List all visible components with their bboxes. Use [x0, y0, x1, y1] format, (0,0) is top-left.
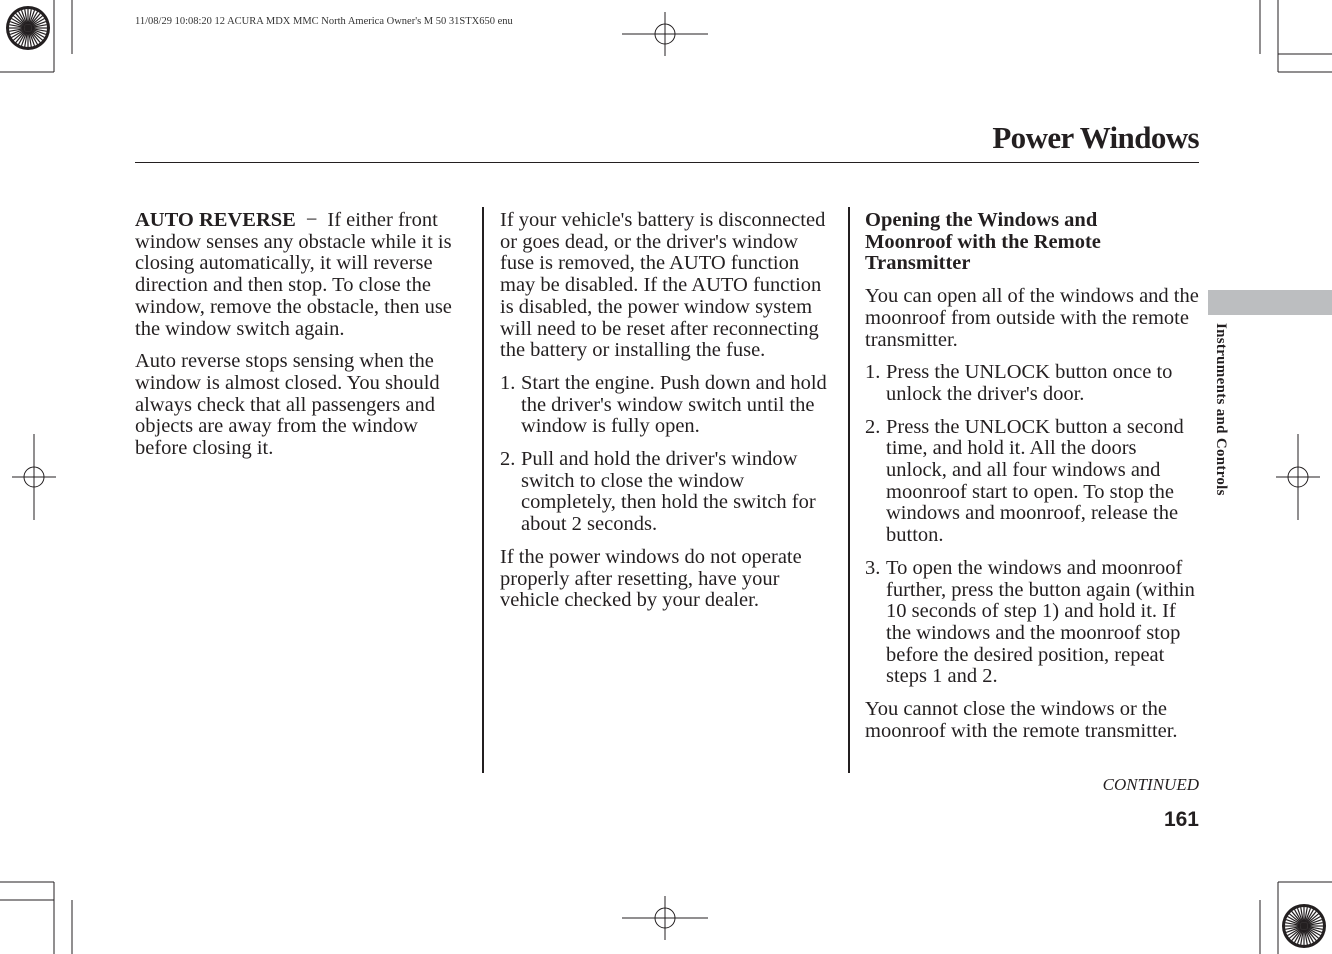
section-tab-label: Instruments and Controls: [1213, 323, 1229, 496]
dealer-paragraph: If the power windows do not operate properly after resetting, have your vehicle checked by your dealer.: [500, 545, 802, 612]
registration-mark-top: [622, 12, 708, 56]
step-text: Press the UNLOCK button once to unlock the driver's door.: [886, 361, 1173, 405]
auto-reverse-text: If either front window senses any obstacle while it is closing automatically, it will reverse direction and then stop. To close the window, remove the obstacle, then use the window switch again.: [135, 209, 452, 340]
column-2: [500, 210, 835, 623]
list-item: [865, 417, 1200, 547]
section-tab: [1208, 290, 1332, 315]
starburst-mark-top-left: [6, 6, 50, 50]
page-title: Power Windows: [992, 120, 1199, 155]
column-divider: [482, 207, 484, 773]
starburst-mark-bottom-right: [1282, 904, 1326, 948]
registration-mark-right: [1276, 434, 1320, 520]
list-item: [865, 558, 1200, 688]
step-number: 2.: [500, 448, 516, 471]
remote-intro: You can open all of the windows and the moonroof from outside with the remote transmitter.: [865, 285, 1199, 351]
continued-label: CONTINUED: [1102, 775, 1199, 794]
title-rule: [135, 162, 1199, 163]
step-text: Pull and hold the driver's window switch to close the window completely, then hold the switch for about 2 seconds.: [521, 448, 816, 536]
list-item: [500, 449, 835, 536]
column-3: [865, 210, 1200, 753]
em-dash: −: [305, 209, 318, 231]
step-text: Start the engine. Push down and hold the driver's window switch until the window is fully open.: [521, 371, 827, 438]
page-number: 161: [1163, 808, 1199, 831]
remote-close-note: You cannot close the windows or the moonroof with the remote transmitter.: [865, 698, 1178, 742]
battery-paragraph: If your vehicle's battery is disconnected or goes dead, or the driver's window fuse is removed, the AUTO function may be disabled. If the AUTO function is disabled, the power window system will need to be reset after reconnecting the battery or installing the fuse.: [500, 209, 826, 362]
step-text: Press the UNLOCK button a second time, and hold it. All the doors unlock, and all four windows and moonroof start to open. To stop the windows and moonroof, release the button.: [886, 415, 1184, 547]
step-number: 1.: [500, 371, 516, 394]
column-1: [135, 210, 470, 471]
remote-steps: [865, 362, 1200, 688]
list-item: [865, 362, 1200, 405]
auto-reverse-paragraph: [135, 210, 470, 340]
list-item: [500, 373, 835, 438]
auto-reverse-note: Auto reverse stops sensing when the window is almost closed. You should always check that all passengers and objects are away from the window before closing it.: [135, 350, 440, 460]
reset-steps: [500, 373, 835, 536]
step-number: 2.: [865, 415, 881, 438]
section-heading: Opening the Windows and Moonroof with the Remote Transmitter: [865, 209, 1101, 275]
step-text: To open the windows and moonroof further, press the button again (within 10 seconds of step 1) and hold it. If the windows and the moonroof stop before the desired position, repeat steps 1 and 2.: [886, 556, 1195, 688]
step-number: 3.: [865, 556, 881, 579]
registration-mark-bottom: [622, 896, 708, 940]
print-header: 11/08/29 10:08:20 12 ACURA MDX MMC North America Owner's M 50 31STX650 enu: [135, 16, 513, 27]
auto-reverse-heading: AUTO REVERSE: [135, 209, 296, 231]
registration-mark-left: [12, 434, 56, 520]
column-divider: [848, 207, 850, 773]
step-number: 1.: [865, 361, 881, 384]
